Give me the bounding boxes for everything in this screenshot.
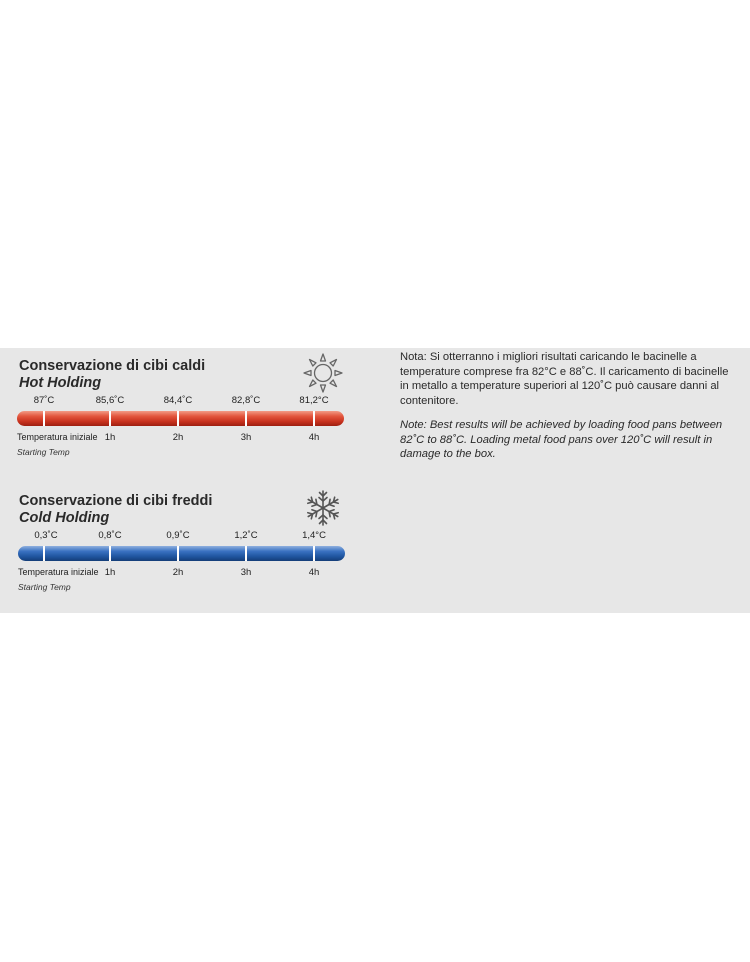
hot-tick-2h <box>177 411 179 426</box>
cold-tick-4h <box>313 546 315 561</box>
sun-icon <box>303 353 343 393</box>
cold-temp-label-3h: 1,2˚C <box>234 530 258 541</box>
cold-title-italian: Conservazione di cibi freddi <box>19 493 213 509</box>
cold-tick-2h <box>177 546 179 561</box>
hot-temp-label-1h: 85,6˚C <box>95 395 125 406</box>
hot-timeline-bar <box>17 411 344 426</box>
cold-time-1h: 1h <box>104 567 116 578</box>
cold-temp-label-start: 0,3˚C <box>34 530 58 541</box>
hot-title-english: Hot Holding <box>19 375 102 391</box>
cold-tick-3h <box>245 546 247 561</box>
hot-time-labels <box>0 432 370 446</box>
hot-temperature-labels <box>0 395 370 409</box>
hot-title-italian: Conservazione di cibi caldi <box>19 358 206 374</box>
hot-temp-label-3h: 82,8˚C <box>231 395 261 406</box>
cold-start-label-english: Starting Temp <box>18 582 71 592</box>
hot-time-4h: 4h <box>308 432 320 443</box>
cold-tick-1h <box>109 546 111 561</box>
note-english: Note: Best results will be achieved by loading food pans between 82˚C to 88˚C. Loading metal food pans over 120˚C will result in damage to the box. <box>400 419 723 460</box>
hot-temp-label-start: 87˚C <box>33 395 55 406</box>
note-italian: Nota: Si otterranno i migliori risultati caricando le bacinelle a temperature comprese fra 82°C e 88˚C. Il caricamento di bacinelle in metallo a temperature superiori al 120˚C può causare danni al contenitore. <box>400 351 729 407</box>
hot-tick-1h <box>109 411 111 426</box>
cold-time-3h: 3h <box>240 567 252 578</box>
cold-temp-label-4h: 1,4°C <box>302 530 326 541</box>
holding-info-panel <box>0 348 750 613</box>
cold-temp-label-1h: 0,8˚C <box>98 530 122 541</box>
notes-block <box>400 350 740 462</box>
hot-start-label-italian: Temperatura iniziale <box>17 432 98 442</box>
cold-timeline-bar <box>18 546 345 561</box>
hot-time-1h: 1h <box>104 432 116 443</box>
hot-tick-start <box>43 411 45 426</box>
hot-start-label-english: Starting Temp <box>17 447 70 457</box>
cold-start-label-italian: Temperatura iniziale <box>18 567 99 577</box>
hot-tick-3h <box>245 411 247 426</box>
hot-time-3h: 3h <box>240 432 252 443</box>
cold-time-4h: 4h <box>308 567 320 578</box>
cold-time-2h: 2h <box>172 567 184 578</box>
cold-tick-start <box>43 546 45 561</box>
hot-time-2h: 2h <box>172 432 184 443</box>
cold-temperature-labels <box>0 530 370 544</box>
cold-title-english: Cold Holding <box>19 510 110 526</box>
hot-temp-label-2h: 84,4˚C <box>163 395 193 406</box>
cold-time-labels <box>0 567 370 581</box>
cold-temp-label-2h: 0,9˚C <box>166 530 190 541</box>
hot-temp-label-4h: 81,2°C <box>299 395 329 406</box>
hot-tick-4h <box>313 411 315 426</box>
snowflake-icon <box>303 488 343 528</box>
